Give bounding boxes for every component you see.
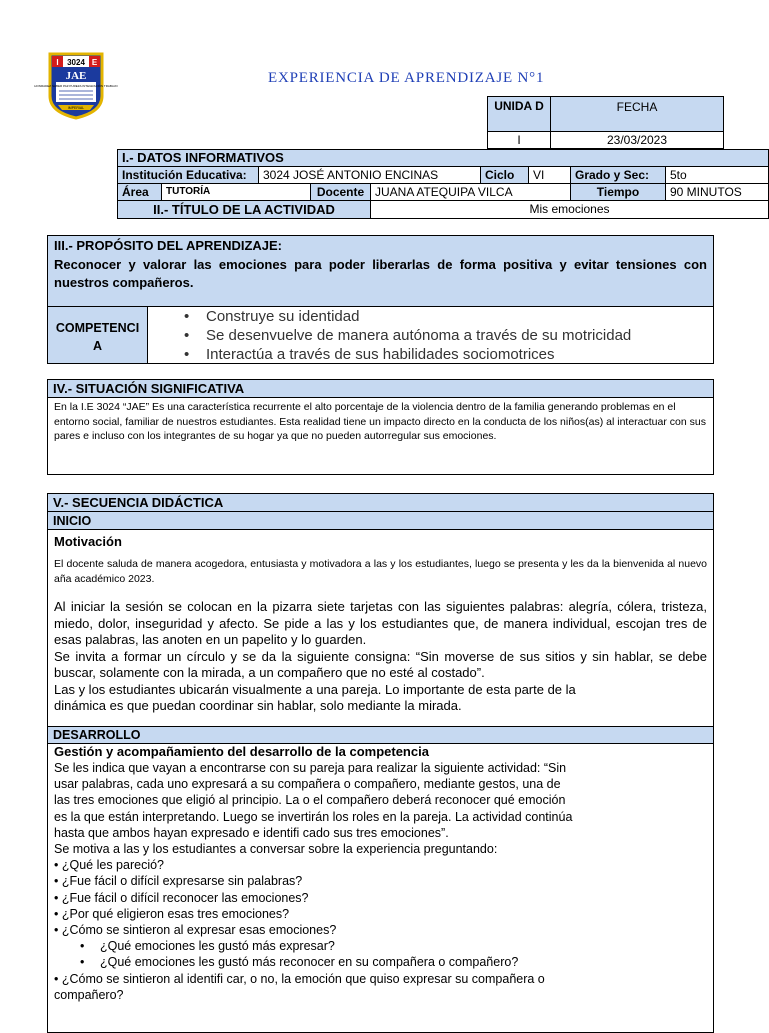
fecha-value bbox=[550, 131, 724, 149]
tiempo-label-text: Tiempo bbox=[596, 185, 640, 199]
ciclo-label bbox=[480, 166, 529, 184]
tiempo-value bbox=[665, 183, 769, 201]
logo-banner: IMPERIAL bbox=[67, 106, 85, 110]
pregunta-continuation: compañero? bbox=[54, 987, 124, 1002]
competencia-text: Construye su identidad bbox=[206, 308, 360, 325]
unidad-value-text: I bbox=[517, 133, 521, 147]
institucion-label-text: Institución Educativa: bbox=[122, 168, 247, 182]
competencia-label-text: COMPETENCI A bbox=[55, 321, 140, 353]
pregunta-item: • ¿Qué les pareció? bbox=[54, 858, 164, 873]
titulo-label bbox=[117, 200, 371, 219]
titulo-value-text: Mis emociones bbox=[529, 202, 610, 216]
situacion-text: En la I.E 3024 “JAE” Es una característica recurrente el alto porcentaje de la violencia dentro de la familia generando problemas en el entorno social, familiar de nuestros estudiantes. Esta realidad tiene un impacto directo en la conducta de los niños(as) al interactuar con sus pares e incluso con los integrantes de su hogar ya que no pueden autorregular sus emociones. bbox=[54, 401, 706, 442]
preguntas-list bbox=[54, 857, 707, 1003]
secuencia-heading: V.- SECUENCIA DIDÁCTICA bbox=[53, 495, 224, 510]
logo-left-letter: I bbox=[56, 58, 59, 67]
institucion-value bbox=[258, 166, 481, 184]
inicio-body bbox=[47, 529, 714, 727]
situacion-heading: IV.- SITUACIÓN SIGNIFICATIVA bbox=[53, 381, 245, 396]
logo-motto: HONRADEZ SABER PAZ PUREZA INTEGRACIÓN TRABAJO bbox=[34, 84, 118, 88]
pregunta-text: ¿Por qué eligieron esas tres emociones? bbox=[61, 906, 290, 921]
tiempo-value-text: 90 MINUTOS bbox=[670, 185, 742, 199]
pregunta-text: ¿Cómo se sintieron al expresar esas emociones? bbox=[61, 923, 337, 938]
pregunta-item: • ¿Cómo se sintieron al expresar esas emociones? bbox=[54, 923, 337, 938]
gestion-label: Gestión y acompañamiento del desarrollo de la competencia bbox=[54, 744, 429, 759]
grado-value-text: 5to bbox=[670, 168, 687, 182]
pregunta-item: • ¿Fue fácil o difícil reconocer las emociones? bbox=[54, 890, 309, 905]
inicio-paragraph-3-line-1: Las y los estudiantes ubicarán visualmente a una pareja. Lo importante de esta parte de la bbox=[54, 681, 576, 697]
titulo-label-text: II.- TÍTULO DE LA ACTIVIDAD bbox=[153, 202, 335, 217]
subpregunta-text: ¿Qué emociones les gustó más expresar? bbox=[100, 939, 335, 954]
school-logo bbox=[34, 52, 118, 120]
docente-label-text: Docente bbox=[316, 185, 365, 199]
desarrollo-line: Se les indica que vayan a encontrarse con su pareja para realizar la siguiente actividad: “Sin bbox=[54, 761, 567, 775]
desarrollo-body bbox=[47, 743, 714, 1033]
docente-value-text: JUANA ATEQUIPA VILCA bbox=[375, 185, 513, 199]
page-title: EXPERIENCIA DE APRENDIZAJE N°1 bbox=[268, 70, 545, 86]
desarrollo-line: hasta que ambos hayan expresado e identifi cado sus tres emociones”. bbox=[54, 825, 449, 840]
competencia-text: Interactúa a través de sus habilidades sociomotrices bbox=[206, 346, 555, 363]
area-label bbox=[117, 183, 162, 201]
proposito-section bbox=[47, 235, 714, 307]
pregunta-text: ¿Qué les pareció? bbox=[61, 858, 164, 873]
subpregunta-item bbox=[54, 954, 707, 970]
logo-name: JAE bbox=[65, 70, 87, 82]
docente-label bbox=[310, 183, 371, 201]
area-label-text: Área bbox=[122, 185, 149, 199]
datos-heading-text: I.- DATOS INFORMATIVOS bbox=[122, 150, 284, 165]
fecha-label bbox=[550, 96, 724, 132]
competencia-text: Se desenvuelve de manera autónoma a través de su motricidad bbox=[206, 327, 632, 344]
unidad-label bbox=[487, 96, 551, 132]
unidad-label-text: UNIDA D bbox=[494, 99, 544, 113]
subpregunta-text: ¿Qué emociones les gustó más reconocer en su compañera o compañero? bbox=[100, 955, 519, 970]
inicio-label: INICIO bbox=[53, 514, 92, 528]
subpregunta-item bbox=[54, 938, 707, 954]
desarrollo-line: usar palabras, cada uno expresará a su compañera o compañero, mediante gestos, una de bbox=[54, 777, 561, 792]
logo-right-letter: E bbox=[91, 58, 98, 67]
inicio-box bbox=[47, 511, 714, 530]
competencia-item bbox=[148, 326, 713, 345]
competencias-list-box bbox=[147, 306, 714, 364]
desarrollo-line: Se motiva a las y los estudiantes a conversar sobre la experiencia preguntando: bbox=[54, 842, 498, 857]
grado-label-text: Grado y Sec: bbox=[575, 168, 650, 182]
grado-value bbox=[665, 166, 769, 184]
grado-label bbox=[570, 166, 666, 184]
fecha-label-text: FECHA bbox=[616, 100, 658, 114]
logo-number: 3024 bbox=[67, 58, 85, 67]
ciclo-value bbox=[528, 166, 571, 184]
datos-heading bbox=[117, 149, 769, 167]
institucion-value-text: 3024 JOSÉ ANTONIO ENCINAS bbox=[263, 168, 439, 182]
pregunta-item: • ¿Cómo se sintieron al identifi car, o no, la emoción que quiso expresar su compañera o bbox=[54, 971, 545, 986]
competencia-item bbox=[148, 345, 713, 364]
titulo-value bbox=[370, 200, 769, 219]
proposito-text: Reconocer y valorar las emociones para poder liberarlas de forma positiva y evitar tensiones con nuestros compañeros. bbox=[54, 257, 707, 290]
area-value-text: TUTORÍA bbox=[166, 186, 211, 197]
desarrollo-line: es la que están interpretando. Luego se invertirán los roles en la pareja. La actividad continúa bbox=[54, 809, 573, 824]
inicio-paragraph-3-line-2: dinámica es que puedan coordinar sin hablar, solo mediante la mirada. bbox=[54, 698, 462, 713]
unidad-value bbox=[487, 131, 551, 149]
competencia-label bbox=[47, 306, 148, 364]
subpreguntas-list bbox=[54, 938, 707, 970]
pregunta-item: • ¿Por qué eligieron esas tres emociones? bbox=[54, 906, 290, 921]
situacion-heading-box bbox=[47, 379, 714, 398]
inicio-paragraph-2: Se invita a formar un círculo y se da la siguiente consigna: “Sin moverse de sus sitios y sin hablar, se debe buscar, solamente con la mirada, a un compañero que no esté al costado”. bbox=[54, 648, 707, 680]
docente-value bbox=[370, 183, 571, 201]
ciclo-value-text: VI bbox=[533, 168, 545, 182]
desarrollo-box bbox=[47, 726, 714, 744]
situacion-body bbox=[47, 397, 714, 475]
institucion-label bbox=[117, 166, 259, 184]
desarrollo-label: DESARROLLO bbox=[53, 728, 141, 742]
area-value bbox=[161, 183, 311, 201]
pregunta-item: • ¿Fue fácil o difícil expresarse sin palabras? bbox=[54, 874, 303, 889]
motivacion-text: El docente saluda de manera acogedora, entusiasta y motivadora a las y los estudiantes, luego se presenta y les da la bienvenida al nuevo aña académico 2023. bbox=[54, 558, 707, 585]
ciclo-label-text: Ciclo bbox=[485, 168, 515, 182]
proposito-heading: III.- PROPÓSITO DEL APRENDIZAJE: bbox=[54, 238, 283, 253]
secuencia-heading-box bbox=[47, 493, 714, 512]
inicio-paragraph-1: Al iniciar la sesión se colocan en la pizarra siete tarjetas con las siguientes palabras: alegría, cólera, tristeza, miedo, dolor, inseguridad y afecto. Se pide a las y los estudiantes que, de manera individual, escojan tres de esas palabras, las anoten en un papelito y lo guarden. bbox=[54, 599, 707, 647]
pregunta-text: ¿Cómo se sintieron al identifi car, o no, la emoción que quiso expresar su compañera o bbox=[61, 971, 545, 986]
tiempo-label bbox=[570, 183, 666, 201]
pregunta-text: ¿Fue fácil o difícil expresarse sin palabras? bbox=[61, 874, 303, 889]
competencias-list bbox=[148, 307, 713, 364]
desarrollo-line: las tres emociones que eligió al principio. La o el compañero deberá reconocer qué emoción bbox=[54, 793, 566, 808]
motivacion-label: Motivación bbox=[54, 534, 122, 549]
fecha-value-text: 23/03/2023 bbox=[606, 133, 668, 147]
desarrollo-text bbox=[54, 760, 707, 857]
pregunta-text: ¿Fue fácil o difícil reconocer las emociones? bbox=[61, 890, 309, 905]
competencia-item bbox=[148, 307, 713, 326]
